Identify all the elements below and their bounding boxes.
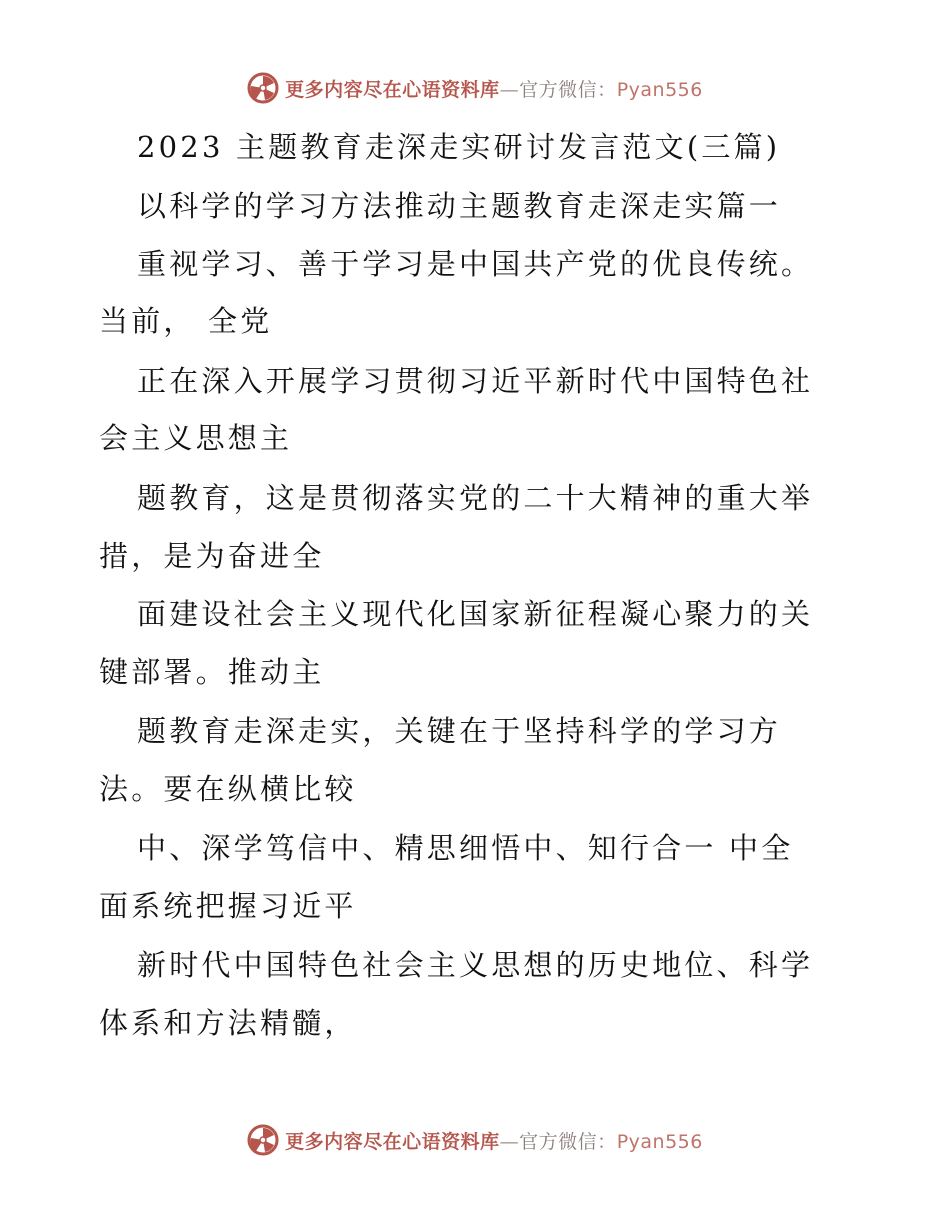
watermark-main: 更多内容尽在心语资料库	[285, 1130, 500, 1153]
footer-watermark	[0, 1120, 950, 1160]
paragraph-line: 面建设社会主义现代化国家新征程凝心聚力的关	[137, 597, 814, 631]
watermark-handle: Pyan556	[616, 78, 703, 101]
paragraph-line: 法。要在纵横比较	[99, 772, 357, 806]
paragraph-line: 题教育，这是贯彻落实党的二十大精神的重大举	[137, 481, 814, 515]
watermark-text	[285, 75, 703, 102]
paragraph-line: 新时代中国特色社会主义思想的历史地位、科学	[137, 948, 814, 982]
document-title: 2023 主题教育走深走实研讨发言范文(三篇)	[137, 130, 781, 164]
watermark-label: 官方微信：	[519, 78, 617, 101]
watermark-dash: —	[499, 1130, 520, 1153]
paragraph-line: 面系统把握习近平	[99, 889, 357, 923]
fan-logo-icon	[247, 72, 279, 104]
paragraph-line: 正在深入开展学习贯彻习近平新时代中国特色社	[137, 364, 814, 398]
paragraph-line: 措，是为奋进全	[99, 539, 325, 573]
watermark-handle: Pyan556	[616, 1130, 703, 1153]
paragraph-line: 体系和方法精髓，	[99, 1006, 357, 1040]
watermark-text	[285, 1127, 703, 1154]
paragraph-line: 中、深学笃信中、精思细悟中、知行合一 中全	[137, 831, 794, 865]
watermark-dash: —	[499, 78, 520, 101]
paragraph-line: 重视学习、善于学习是中国共产党的优良传统。	[137, 247, 814, 281]
fan-logo-icon	[247, 1124, 279, 1156]
watermark-label: 官方微信：	[519, 1130, 617, 1153]
paragraph-line: 题教育走深走实，关键在于坚持科学的学习方	[137, 714, 782, 748]
paragraph-line: 当前， 全党	[99, 304, 273, 338]
header-watermark	[0, 68, 950, 108]
section-heading: 以科学的学习方法推动主题教育走深走实篇一	[137, 189, 782, 223]
paragraph-line: 会主义思想主	[99, 421, 293, 455]
watermark-main: 更多内容尽在心语资料库	[285, 78, 500, 101]
paragraph-line: 键部署。推动主	[99, 655, 325, 689]
